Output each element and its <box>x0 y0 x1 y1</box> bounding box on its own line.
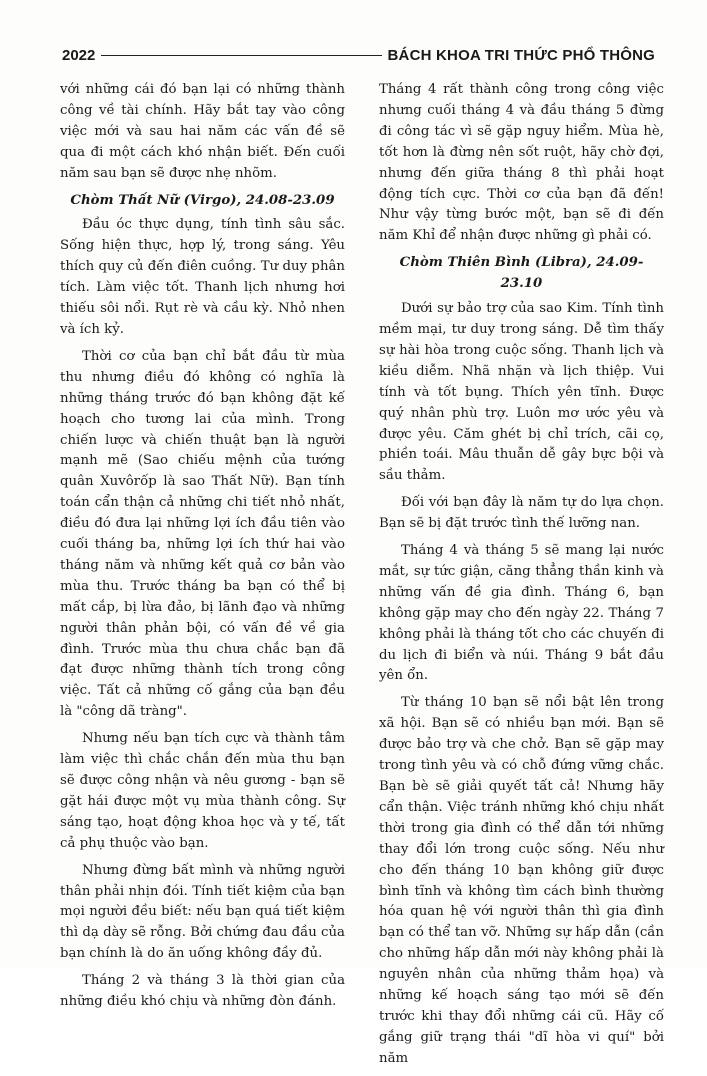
left-column <box>60 80 345 1019</box>
paragraph: Thời cơ của bạn chỉ bắt đầu từ mùa thu nhưng điều đó không có nghĩa là những tháng trước đó bạn không đặt kế hoạch cho tương lai của mình. Trong chiến lược và chiến thuật bạn là người mạnh mẽ (Sao chiếu mệnh của tướng quân Xuvôrốp là sao Thất Nữ). Bạn tính toán cẩn thận cả những chi tiết nhỏ nhất, điều đó đưa lại những lợi ích đầu tiên vào cuối tháng ba, những lợi ích thứ hai vào tháng năm và những kết quả cơ bản vào mùa thu. Trước tháng ba bạn có thể bị mất cắp, bị lừa đảo, bị lãnh đạo và những người thân phản bội, có vấn đề về gia đình. Trước mùa thu chưa chắc bạn đã đạt được những thành tích trong công việc. Tất cả những cố gắng của bạn đều là "công dã tràng". <box>60 348 345 720</box>
paragraph: Dưới sự bảo trợ của sao Kim. Tính tình mềm mại, tư duy trong sáng. Dễ tìm thấy sự hài hòa trong cuộc sống. Thanh lịch và kiều diễm. Nhã nhặn và lịch thiệp. Vui tính và tốt bụng. Thích yên tĩnh. Được quý nhân phù trợ. Luôn mơ ước yêu và được yêu. Căm ghét bị chỉ trích, cãi cọ, phiền toái. Mâu thuẫn dễ gây bực bội và sầu thảm. <box>379 301 664 484</box>
page-number: 2022 <box>62 46 96 64</box>
right-column <box>379 80 664 1076</box>
paragraph: Nhưng nếu bạn tích cực và thành tâm làm việc thì chắc chắn đến mùa thu bạn sẽ được công nhận và nêu gương - bạn sẽ gặt hái được một vụ mùa thành công. Sự sáng tạo, hoạt động khoa học và y tế, tất cả phụ thuộc vào bạn. <box>60 731 345 851</box>
paragraph: Đầu óc thực dụng, tính tình sâu sắc. Sống hiện thực, hợp lý, trong sáng. Yêu thích quy củ đến điên cuồng. Tư duy phân tích. Làm việc tốt. Thanh lịch nhưng hơi thiếu sôi nổi. Rụt rè và cầu kỳ. Nhỏ nhen và ích kỷ. <box>60 217 345 337</box>
paragraph: Tháng 2 và tháng 3 là thời gian của những điều khó chịu và những đòn đánh. <box>60 973 345 1010</box>
running-title: BÁCH KHOA TRI THỨC PHỔ THÔNG <box>387 46 655 64</box>
paragraph: Từ tháng 10 bạn sẽ nổi bật lên trong xã hội. Bạn sẽ có nhiều bạn mới. Bạn sẽ được bảo trợ và che chở. Bạn sẽ gặp may trong tình yêu và có chỗ đứng vững chắc. Bạn bè sẽ giải quyết tất cả! Nhưng hãy cẩn thận. Việc tránh những khó chịu nhất thời trong gia đình có thể dẫn tới những thay đổi lớn trong cuộc sống. Nếu như cho đến tháng 10 bạn không giữ được bình tĩnh và không tìm cách bình thường hóa quan hệ với người thân thì gia đình bạn có thể tan vỡ. Những sự hấp dẫn (cần cho những hấp dẫn mới này không phải là nguyên nhân của những thảm họa) và những kế hoạch sáng tạo mới sẽ đến trước khi thay đổi những cái cũ. Hãy cố gắng giữ trạng thái "dĩ hòa vi quí" bởi năm <box>379 695 664 1066</box>
page-header <box>62 44 655 66</box>
section-heading-virgo: Chòm Thất Nữ (Virgo), 24.08-23.09 <box>70 192 335 208</box>
paragraph: với những cái đó bạn lại có những thành công về tài chính. Hãy bắt tay vào công việc mới và sau hai năm các vấn đề sẽ qua đi một cách khó nhận biết. Đến cuối năm sau bạn sẽ được nhẹ nhõm. <box>60 82 345 181</box>
section-heading-libra: Chòm Thiên Bình (Libra), 24.09-23.10 <box>399 255 644 292</box>
paragraph: Tháng 4 rất thành công trong công việc nhưng cuối tháng 4 và đầu tháng 5 đừng đi công tác vì sẽ gặp nguy hiểm. Mùa hè, tốt hơn là đừng nên sốt ruột, hãy chờ đợi, nhưng đến giữa tháng 8 thì phải hoạt động tích cực. Thời cơ của bạn đã đến! Như vậy từng bước một, bạn sẽ đi đến năm Khỉ để nhận được những gì phải có. <box>379 82 664 244</box>
paragraph: Đối với bạn đây là năm tự do lựa chọn. Bạn sẽ bị đặt trước tình thế lưỡng nan. <box>379 495 664 532</box>
paragraph: Nhưng đừng bất mình và những người thân phải nhịn đói. Tính tiết kiệm của bạn mọi người đều biết: nếu bạn quá tiết kiệm thì dạ dày sẽ rỗng. Bởi chứng đau đầu của bạn chính là do ăn uống không đầy đủ. <box>60 862 345 962</box>
paragraph: Tháng 4 và tháng 5 sẽ mang lại nước mắt, sự tức giận, căng thẳng thần kinh và những vấn đề gia đình. Tháng 6, bạn không gặp may cho đến ngày 22. Tháng 7 không phải là tháng tốt cho các chuyến đi du lịch đi biển và núi. Tháng 9 bắt đầu yên ổn. <box>379 543 664 684</box>
header-rule <box>101 55 381 56</box>
